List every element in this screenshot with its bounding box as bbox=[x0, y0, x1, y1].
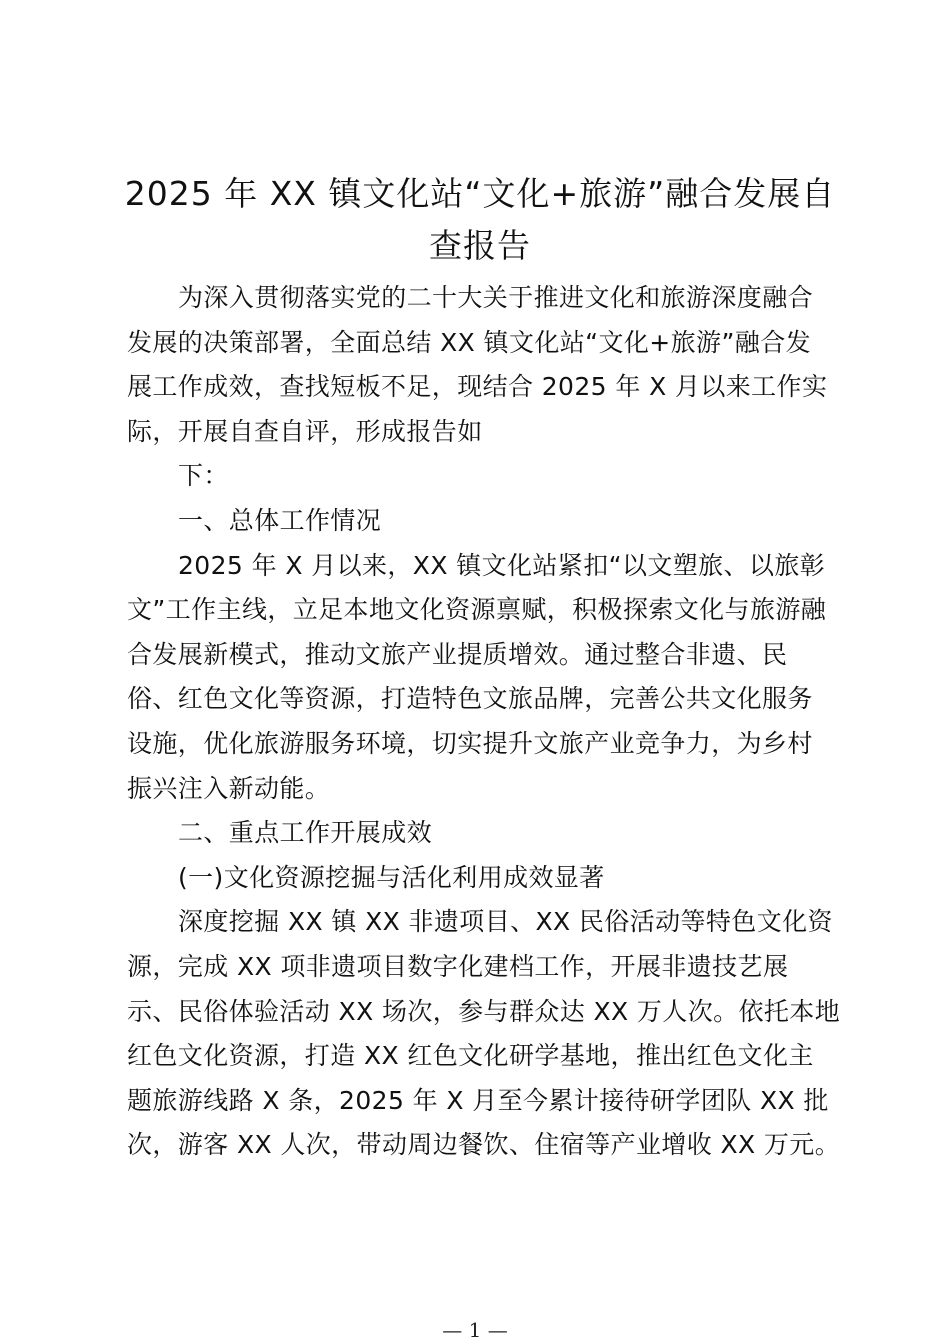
body-line-5: 下： bbox=[178, 461, 229, 491]
body-line-12: 振兴注入新动能。 bbox=[127, 773, 331, 803]
body-line-18: 红色文化资源，打造 XX 红色文化研学基地，推出红色文化主 bbox=[127, 1041, 814, 1071]
body-line-11: 设施，优化旅游服务环境，切实提升文旅产业竞争力，为乡村 bbox=[127, 728, 813, 758]
body-line-7: 2025 年 X 月以来，XX 镇文化站紧扣“以文塑旅、以旅彰 bbox=[178, 550, 826, 580]
page-number: — 1 — bbox=[442, 1318, 508, 1342]
body-line-15: 深度挖掘 XX 镇 XX 非遗项目、XX 民俗活动等特色文化资 bbox=[178, 907, 833, 937]
document-title bbox=[110, 168, 850, 272]
subsection-heading-1: (一)文化资源挖掘与活化利用成效显著 bbox=[178, 862, 605, 892]
body-line-4: 际，开展自查自评，形成报告如 bbox=[127, 416, 483, 446]
title-line-2: 查报告 bbox=[429, 226, 531, 265]
body-line-1: 为深入贯彻落实党的二十大关于推进文化和旅游深度融合 bbox=[178, 283, 814, 312]
body-line-10: 俗、红色文化等资源，打造特色文旅品牌，完善公共文化服务 bbox=[127, 684, 813, 714]
section-heading-1: 一、总体工作情况 bbox=[178, 505, 382, 535]
body-line-17: 示、民俗体验活动 XX 场次，参与群众达 XX 万人次。依托本地 bbox=[127, 996, 841, 1026]
document-body bbox=[127, 276, 841, 1168]
title-line-1: 2025 年 XX 镇文化站“文化+旅游”融合发展自 bbox=[124, 174, 836, 213]
body-line-9: 合发展新模式，推动文旅产业提质增效。通过整合非遗、民 bbox=[127, 639, 788, 669]
body-line-16: 源，完成 XX 项非遗项目数字化建档工作，开展非遗技艺展 bbox=[127, 951, 789, 981]
body-line-3: 展工作成效，查找短板不足，现结合 2025 年 X 月以来工作实 bbox=[127, 372, 828, 402]
body-line-19: 题旅游线路 X 条，2025 年 X 月至今累计接待研学团队 XX 批 bbox=[127, 1085, 829, 1115]
body-line-20: 次，游客 XX 人次，带动周边餐饮、住宿等产业增收 XX 万元。 bbox=[127, 1130, 841, 1160]
section-heading-2: 二、重点工作开展成效 bbox=[178, 818, 433, 848]
body-line-8: 文”工作主线，立足本地文化资源禀赋，积极探索文化与旅游融 bbox=[127, 595, 827, 625]
body-line-2: 发展的决策部署，全面总结 XX 镇文化站“文化+旅游”融合发 bbox=[127, 327, 811, 357]
